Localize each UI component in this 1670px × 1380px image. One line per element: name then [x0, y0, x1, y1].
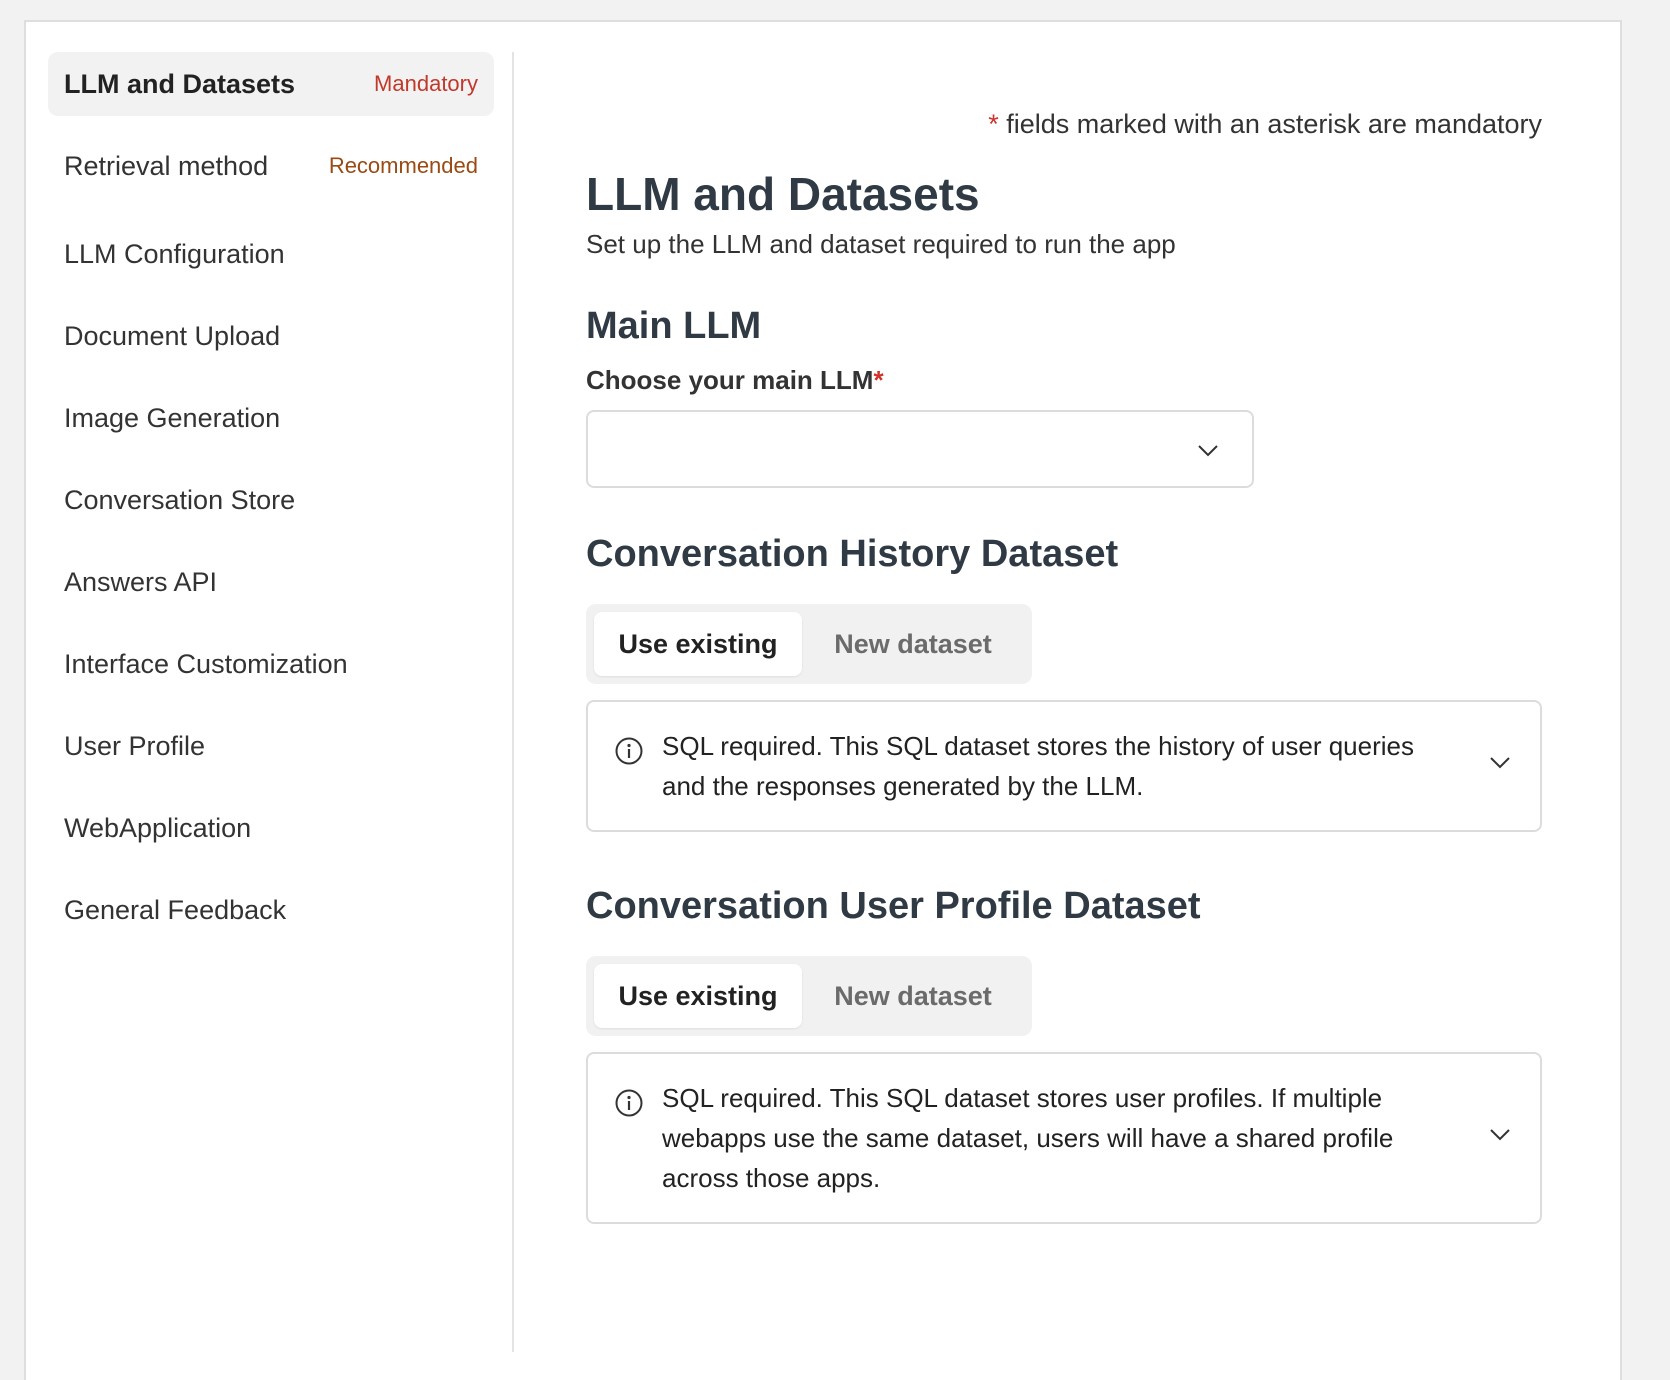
sidebar-item-label: Image Generation: [64, 402, 281, 433]
page-title: LLM and Datasets: [586, 168, 980, 220]
history-dataset-info-text: SQL required. This SQL dataset stores the history of user queries and the responses generated by the LLM.: [662, 731, 1414, 801]
sidebar-item-label: LLM and Datasets: [64, 68, 296, 99]
new-dataset-button[interactable]: New dataset: [834, 980, 992, 1011]
profile-dataset-info[interactable]: [586, 1052, 1542, 1224]
sidebar-item-general-feedback[interactable]: [48, 878, 494, 942]
chevron-down-icon: [1196, 438, 1220, 467]
sidebar-item-label: WebApplication: [64, 812, 252, 843]
sidebar-item-llm-configuration[interactable]: [48, 222, 494, 286]
sidebar-item-answers-api[interactable]: [48, 550, 494, 614]
mandatory-legend: [586, 104, 1542, 144]
use-existing-button[interactable]: Use existing: [594, 964, 802, 1028]
required-asterisk: *: [873, 365, 884, 395]
sidebar-item-document-upload[interactable]: [48, 304, 494, 368]
profile-dataset-info-text: SQL required. This SQL dataset stores user profiles. If multiple webapps use the same dataset, users will have a shared profile across those apps.: [662, 1083, 1394, 1193]
sidebar-item-label: LLM Configuration: [64, 238, 285, 269]
chevron-down-icon: [1488, 1122, 1512, 1151]
sidebar-item-label: General Feedback: [64, 894, 287, 925]
sidebar-item-conversation-store[interactable]: [48, 468, 494, 532]
use-existing-button[interactable]: Use existing: [594, 612, 802, 676]
sidebar-item-retrieval-method[interactable]: [48, 134, 494, 198]
sidebar-item-label: Conversation Store: [64, 484, 296, 515]
info-icon: [614, 1088, 644, 1123]
sidebar-item-llm-and-datasets[interactable]: [48, 52, 494, 116]
mandatory-badge: Mandatory: [374, 71, 478, 96]
history-dataset-info[interactable]: [586, 700, 1542, 832]
sidebar-item-label: Document Upload: [64, 320, 281, 351]
main-llm-label: [586, 362, 1542, 398]
profile-dataset-heading: Conversation User Profile Dataset: [586, 885, 1201, 927]
main-content: [586, 52, 1542, 1224]
sidebar-item-label: Interface Customization: [64, 648, 348, 679]
page-subtitle: Set up the LLM and dataset required to run the app: [586, 229, 1176, 259]
sidebar-item-webapplication[interactable]: [48, 796, 494, 860]
history-dataset-heading: Conversation History Dataset: [586, 533, 1119, 575]
sidebar-item-label: User Profile: [64, 730, 206, 761]
recommended-badge: Recommended: [328, 153, 478, 178]
sidebar-item-image-generation[interactable]: [48, 386, 494, 450]
sidebar-divider: [512, 52, 514, 1352]
sidebar-item-label: Answers API: [64, 566, 218, 597]
profile-dataset-toggle: [586, 956, 1032, 1036]
legend-asterisk: *: [988, 109, 999, 139]
sidebar: [48, 52, 494, 960]
legend-text: fields marked with an asterisk are mandatory: [998, 109, 1542, 139]
sidebar-item-interface-customization[interactable]: [48, 632, 494, 696]
new-dataset-button[interactable]: New dataset: [834, 628, 992, 659]
chevron-down-icon: [1488, 750, 1512, 779]
sidebar-item-label: Retrieval method: [64, 150, 269, 181]
main-llm-select[interactable]: [586, 410, 1254, 488]
info-icon: [614, 736, 644, 771]
main-llm-label-text: Choose your main LLM: [586, 365, 874, 395]
main-llm-heading: Main LLM: [586, 305, 762, 347]
history-dataset-toggle: [586, 604, 1032, 684]
sidebar-item-user-profile[interactable]: [48, 714, 494, 778]
